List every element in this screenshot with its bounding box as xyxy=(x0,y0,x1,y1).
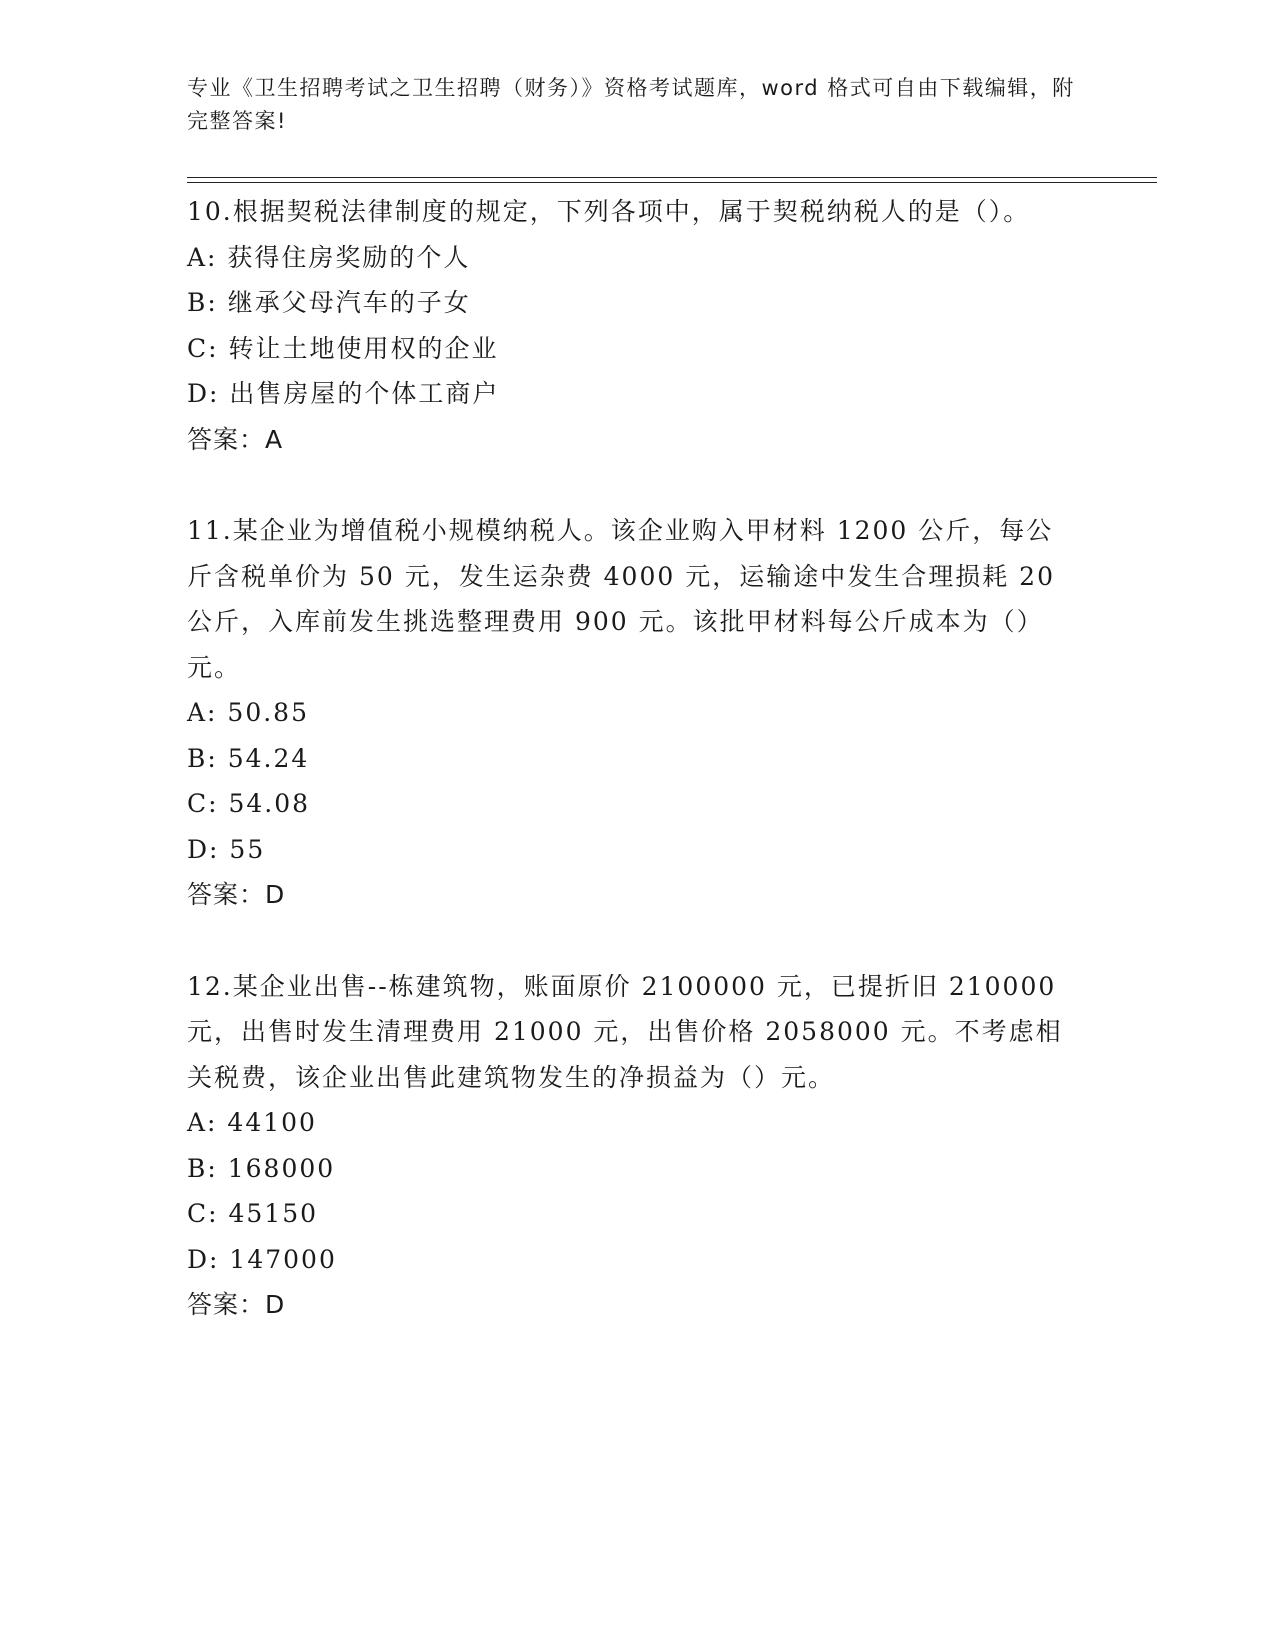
option-a: A: 获得住房奖励的个人 xyxy=(187,242,471,272)
option-c: C: 转让土地使用权的企业 xyxy=(187,333,499,363)
question-11 xyxy=(187,508,1067,918)
answer: 答案：D xyxy=(187,1290,286,1319)
option-b: B: 54.24 xyxy=(187,743,310,773)
option-c: C: 54.08 xyxy=(187,789,311,818)
header-divider-bottom xyxy=(187,182,1157,183)
header-divider-top xyxy=(187,177,1157,178)
option-a: A: 44100 xyxy=(187,1108,317,1137)
question-list xyxy=(187,189,1067,1374)
question-10 xyxy=(187,189,1067,462)
answer: 答案：D xyxy=(187,880,286,909)
option-b: B: 继承父母汽车的子女 xyxy=(187,288,471,317)
answer: 答案：A xyxy=(187,424,284,454)
question-text: 10.根据契税法律制度的规定，下列各项中，属于契税纳税人的是（）。 xyxy=(187,197,1031,226)
question-12 xyxy=(187,964,1067,1328)
question-text: 12.某企业出售--栋建筑物，账面原价 2100000 元，已提折旧 210000 元，出售时发生清理费用 21000 元，出售价格 2058000 元。不考虑相关税费，该企业出售此建筑物发生的净损益为（）元。 xyxy=(187,971,1063,1092)
option-d: D: 出售房屋的个体工商户 xyxy=(187,379,500,408)
option-a: A: 50.85 xyxy=(187,698,309,727)
option-d: D: 147000 xyxy=(187,1244,337,1274)
option-d: D: 55 xyxy=(187,834,266,864)
document-header: 专业《卫生招聘考试之卫生招聘（财务）》资格考试题库，word 格式可自由下载编辑，附完整答案! xyxy=(187,76,1075,133)
option-c: C: 45150 xyxy=(187,1199,319,1228)
option-b: B: 168000 xyxy=(187,1153,336,1183)
question-text: 11.某企业为增值税小规模纳税人。该企业购入甲材料 1200 公斤，每公斤含税单价为 50 元，发生运杂费 4000 元，运输途中发生合理损耗 20 公斤，入库前发生挑选整理费用 900 元。该批甲材料每公斤成本为（）元。 xyxy=(187,516,1055,682)
